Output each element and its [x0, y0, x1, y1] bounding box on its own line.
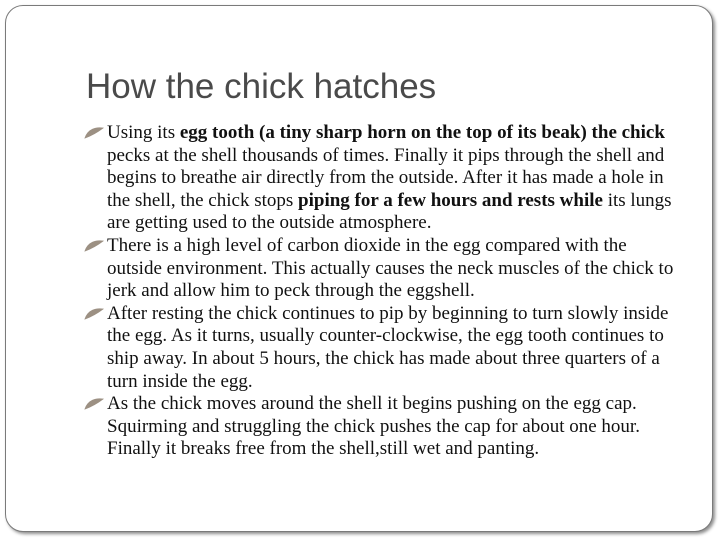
slide-frame [5, 5, 713, 532]
bullet-item [86, 393, 686, 461]
bullet-item [86, 122, 686, 235]
bullet-item [86, 235, 686, 303]
slide-title: How the chick hatches [86, 67, 437, 106]
leaf-bullet-icon [84, 397, 104, 411]
bullet-text: After resting the chick continues to pip by beginning to turn slowly inside the egg. As it turns, usually counter-clockwise, the egg tooth continues to ship away. In about 5 hours, the chick has made about three quarters of a turn inside the egg. [107, 302, 669, 392]
bullet-item [86, 303, 686, 393]
bullet-list [86, 122, 686, 461]
leaf-bullet-icon [84, 307, 104, 321]
leaf-bullet-icon [84, 239, 104, 253]
bullet-text: As the chick moves around the shell it begins pushing on the egg cap. Squirming and struggling the chick pushes the cap for about one hour. Finally it breaks free from the shell,still wet and panting. [107, 393, 640, 460]
bullet-text: There is a high level of carbon dioxide in the egg compared with the outside environment. This actually causes the neck muscles of the chick to jerk and allow him to peck through the eggshell. [107, 234, 674, 302]
leaf-bullet-icon [84, 126, 104, 140]
bullet-text: Using its egg tooth (a tiny sharp horn on the top of its beak) the chick pecks at the shell thousands of times. Finally it pips through the shell and begins to breathe air directly from the outside. After it has made a hole in the shell, the chick stops piping for a few hours and rests while its lungs are getting used to the outside atmosphere. [107, 122, 672, 234]
